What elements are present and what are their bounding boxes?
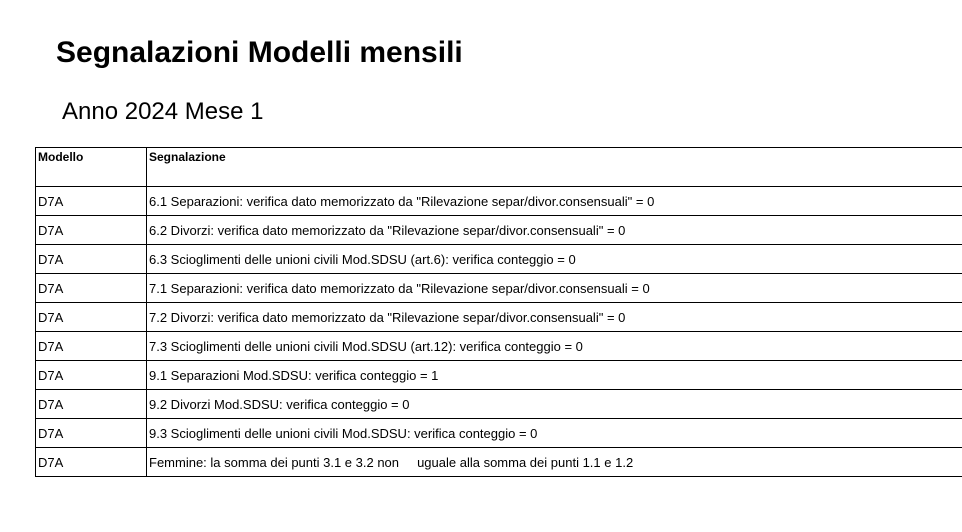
cell-segnalazione: 9.2 Divorzi Mod.SDSU: verifica conteggio = 0 — [147, 390, 962, 419]
table-row — [36, 361, 962, 390]
cell-modello: D7A — [36, 419, 147, 448]
cell-segnalazione: 6.2 Divorzi: verifica dato memorizzato da "Rilevazione separ/divor.consensuali" = 0 — [147, 216, 962, 245]
cell-segnalazione: 7.2 Divorzi: verifica dato memorizzato da "Rilevazione separ/divor.consensuali" = 0 — [147, 303, 962, 332]
column-header-segnalazione: Segnalazione — [147, 148, 962, 187]
cell-segnalazione: 9.1 Separazioni Mod.SDSU: verifica conteggio = 1 — [147, 361, 962, 390]
table-row — [36, 303, 962, 332]
table-row — [36, 448, 962, 477]
column-header-modello: Modello — [36, 148, 147, 187]
cell-modello: D7A — [36, 245, 147, 274]
table-row — [36, 274, 962, 303]
table-row — [36, 332, 962, 361]
cell-segnalazione: Femmine: la somma dei punti 3.1 e 3.2 non uguale alla somma dei punti 1.1 e 1.2 — [147, 448, 962, 477]
cell-segnalazione: 7.1 Separazioni: verifica dato memorizzato da "Rilevazione separ/divor.consensuali = 0 — [147, 274, 962, 303]
report-table — [35, 147, 962, 477]
cell-modello: D7A — [36, 187, 147, 216]
cell-segnalazione: 7.3 Scioglimenti delle unioni civili Mod.SDSU (art.12): verifica conteggio = 0 — [147, 332, 962, 361]
table-row — [36, 216, 962, 245]
table-row — [36, 390, 962, 419]
table-row — [36, 245, 962, 274]
table-row — [36, 419, 962, 448]
cell-segnalazione: 9.3 Scioglimenti delle unioni civili Mod.SDSU: verifica conteggio = 0 — [147, 419, 962, 448]
cell-modello: D7A — [36, 390, 147, 419]
cell-modello: D7A — [36, 332, 147, 361]
cell-modello: D7A — [36, 216, 147, 245]
cell-modello: D7A — [36, 448, 147, 477]
page-title: Segnalazioni Modelli mensili — [56, 36, 463, 69]
table-header-row — [36, 148, 962, 187]
cell-modello: D7A — [36, 274, 147, 303]
page-subtitle: Anno 2024 Mese 1 — [62, 98, 264, 125]
table-row — [36, 187, 962, 216]
cell-modello: D7A — [36, 361, 147, 390]
cell-modello: D7A — [36, 303, 147, 332]
cell-segnalazione: 6.3 Scioglimenti delle unioni civili Mod.SDSU (art.6): verifica conteggio = 0 — [147, 245, 962, 274]
cell-segnalazione: 6.1 Separazioni: verifica dato memorizzato da "Rilevazione separ/divor.consensuali" = 0 — [147, 187, 962, 216]
